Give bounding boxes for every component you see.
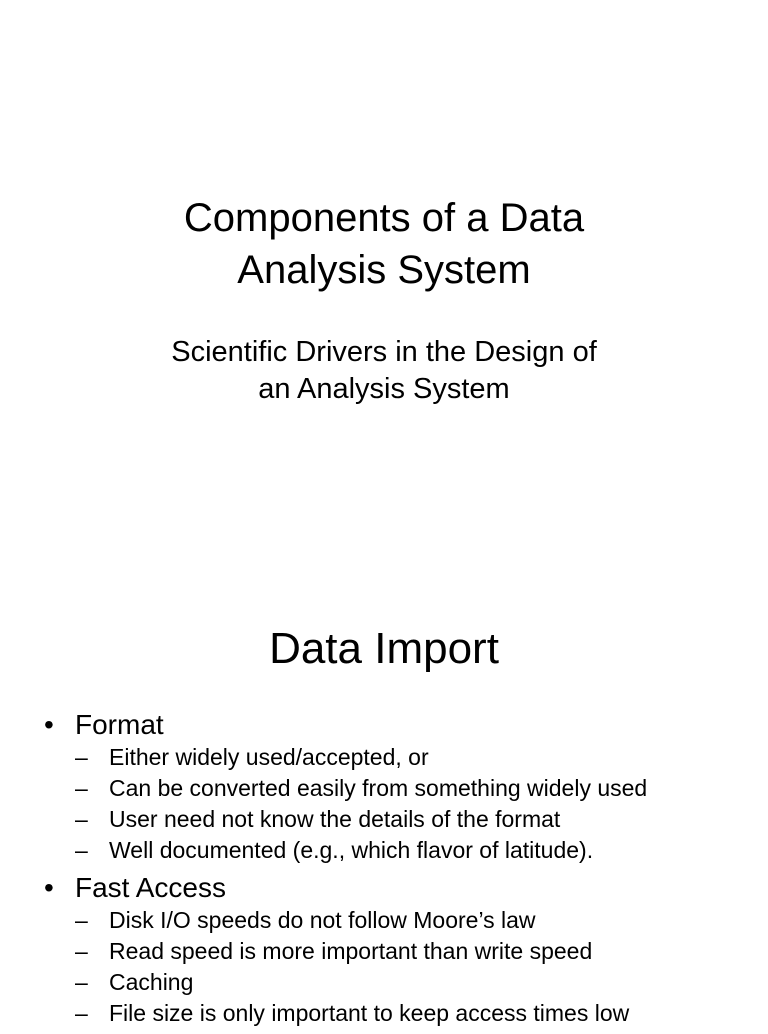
slide-2-title: Data Import <box>269 624 499 673</box>
dash-marker: – <box>75 806 88 832</box>
slide-data-import <box>0 560 768 1024</box>
bullet-marker: • <box>44 872 54 903</box>
sub-item-text: Disk I/O speeds do not follow Moore’s law <box>109 907 536 933</box>
bullet-item-fast-access <box>44 871 764 1029</box>
dash-marker: – <box>75 1000 88 1026</box>
sub-item <box>75 835 764 866</box>
sub-item-text: File size is only important to keep access times low <box>109 1000 630 1026</box>
dash-marker: – <box>75 969 88 995</box>
sub-item <box>75 773 764 804</box>
slide-1-subtitle-line-1: Scientific Drivers in the Design of <box>171 336 597 368</box>
sub-item <box>75 905 764 936</box>
slide-1-subtitle <box>0 334 768 408</box>
sub-item-text: Either widely used/accepted, or <box>109 744 429 770</box>
slide-1-title-line-2: Analysis System <box>237 248 531 292</box>
dash-marker: – <box>75 938 88 964</box>
sub-list <box>75 905 764 1029</box>
sub-item-text: Caching <box>109 969 194 995</box>
sub-item <box>75 804 764 835</box>
sub-item <box>75 742 764 773</box>
bullet-label: Fast Access <box>75 872 226 903</box>
sub-item <box>75 998 764 1029</box>
slide-1-title <box>0 192 768 296</box>
dash-marker: – <box>75 744 88 770</box>
slide-1-subtitle-line-2: an Analysis System <box>258 373 510 405</box>
sub-item-text: User need not know the details of the format <box>109 806 561 832</box>
sub-item <box>75 936 764 967</box>
dash-marker: – <box>75 837 88 863</box>
dash-marker: – <box>75 907 88 933</box>
sub-item-text: Can be converted easily from something widely used <box>109 775 648 801</box>
sub-item <box>75 967 764 998</box>
sub-list <box>75 742 764 866</box>
bullet-marker: • <box>44 709 54 740</box>
sub-item-text: Well documented (e.g., which flavor of latitude). <box>109 837 594 863</box>
bullet-list <box>44 708 764 1034</box>
bullet-item-format <box>44 708 764 866</box>
bullet-label: Format <box>75 709 164 740</box>
slide-1-title-line-1: Components of a Data <box>183 196 585 240</box>
dash-marker: – <box>75 775 88 801</box>
sub-item-text: Read speed is more important than write speed <box>109 938 593 964</box>
